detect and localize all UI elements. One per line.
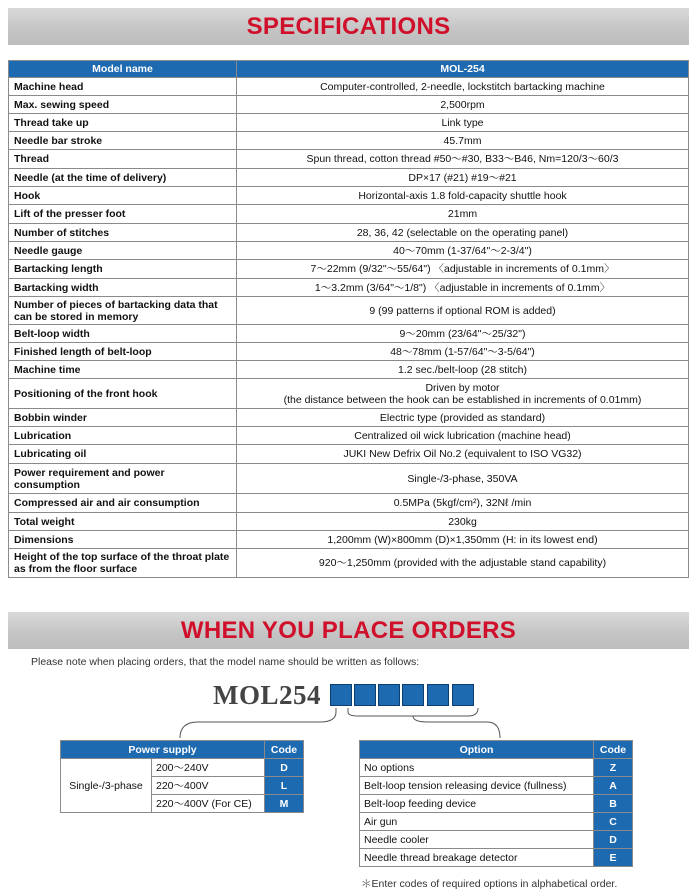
spec-value: 28, 36, 42 (selectable on the operating panel) (237, 224, 689, 242)
option-code: C (594, 813, 633, 831)
spec-value: Link type (237, 114, 689, 132)
spec-value: 2,500rpm (237, 96, 689, 114)
option-row (360, 831, 633, 849)
orders-title: WHEN YOU PLACE ORDERS (180, 617, 517, 644)
option-header: Option (360, 741, 594, 759)
spec-row (9, 150, 689, 169)
spec-label: Hook (9, 187, 237, 205)
spec-row (9, 242, 689, 260)
power-voltage: 220〜400V (For CE) (152, 795, 265, 813)
spec-value: Horizontal-axis 1.8 fold-capacity shuttle hook (237, 187, 689, 205)
spec-label: Max. sewing speed (9, 96, 237, 114)
spec-value: Centralized oil wick lubrication (machine head) (237, 427, 689, 445)
spec-row (9, 205, 689, 224)
option-bracket (348, 708, 478, 716)
order-footnote: ＊Enter codes of required options in alphabetical order. (361, 878, 618, 890)
spec-label: Lubrication (9, 427, 237, 445)
power-code: M (265, 795, 304, 813)
spec-label: Total weight (9, 513, 237, 531)
spec-value: 40〜70mm (1-37/64"〜2-3/4") (237, 242, 689, 260)
model-value-header: MOL-254 (237, 61, 689, 78)
spec-row (9, 132, 689, 150)
spec-row (9, 187, 689, 205)
spec-label: Number of stitches (9, 224, 237, 242)
spec-value: 920〜1,250mm (provided with the adjustable stand capability) (237, 549, 689, 578)
spec-row (9, 325, 689, 343)
spec-label: Positioning of the front hook (9, 379, 237, 409)
spec-row (9, 427, 689, 445)
option-name: Air gun (360, 813, 594, 831)
spec-label: Thread take up (9, 114, 237, 132)
spec-value: 9 (99 patterns if optional ROM is added) (237, 297, 689, 325)
option-row (360, 759, 633, 777)
spec-label: Bartacking width (9, 279, 237, 297)
power-code: L (265, 777, 304, 795)
spec-row (9, 78, 689, 96)
spec-row (9, 224, 689, 242)
spec-value: Electric type (provided as standard) (237, 409, 689, 427)
spec-label: Dimensions (9, 531, 237, 549)
spec-value: 230kg (237, 513, 689, 531)
spec-value: Single-/3-phase, 350VA (237, 464, 689, 494)
spec-row (9, 464, 689, 494)
spec-value: 0.5MPa (5kgf/cm²), 32Nℓ /min (237, 494, 689, 513)
spec-row (9, 549, 689, 578)
spec-label: Power requirement and power consumption (9, 464, 237, 494)
spec-label: Finished length of belt-loop (9, 343, 237, 361)
spec-value: Computer-controlled, 2-needle, lockstitch bartacking machine (237, 78, 689, 96)
option-header-row (360, 741, 633, 759)
option-code: D (594, 831, 633, 849)
power-bracket (180, 708, 336, 738)
option-code: B (594, 795, 633, 813)
spec-row (9, 494, 689, 513)
spec-row (9, 343, 689, 361)
option-code: Z (594, 759, 633, 777)
spec-label: Thread (9, 150, 237, 169)
spec-label: Needle bar stroke (9, 132, 237, 150)
spec-row (9, 169, 689, 187)
spec-label: Machine head (9, 78, 237, 96)
spec-label: Machine time (9, 361, 237, 379)
power-row (61, 759, 304, 777)
option-name: Belt-loop tension releasing device (fullness) (360, 777, 594, 795)
spec-value: 9〜20mm (23/64"〜25/32") (237, 325, 689, 343)
spec-row (9, 513, 689, 531)
spec-row (9, 531, 689, 549)
code-box (330, 684, 352, 706)
option-code-header: Code (594, 741, 633, 759)
spec-label: Number of pieces of bartacking data that can be stored in memory (9, 297, 237, 325)
spec-header-row (9, 61, 689, 78)
spec-row (9, 297, 689, 325)
spec-label: Height of the top surface of the throat plate as from the floor surface (9, 549, 237, 578)
spec-row (9, 361, 689, 379)
spec-row (9, 279, 689, 297)
power-header-row (61, 741, 304, 759)
spec-value: 21mm (237, 205, 689, 224)
spec-value (237, 379, 689, 409)
option-name: Needle thread breakage detector (360, 849, 594, 867)
power-supply-header: Power supply (61, 741, 265, 759)
option-code: E (594, 849, 633, 867)
spec-label: Belt-loop width (9, 325, 237, 343)
code-box (427, 684, 449, 706)
spec-label: Needle (at the time of delivery) (9, 169, 237, 187)
code-box (378, 684, 400, 706)
spec-label: Compressed air and air consumption (9, 494, 237, 513)
option-name: No options (360, 759, 594, 777)
option-table (359, 740, 633, 867)
code-box (452, 684, 474, 706)
spec-label: Bartacking length (9, 260, 237, 279)
spec-value: 1.2 sec./belt-loop (28 stitch) (237, 361, 689, 379)
power-voltage: 200〜240V (152, 759, 265, 777)
power-supply-table (60, 740, 304, 813)
orders-note: Please note when placing orders, that the model name should be written as follows: (31, 656, 420, 668)
model-name-header: Model name (9, 61, 237, 78)
spec-row (9, 96, 689, 114)
option-name: Needle cooler (360, 831, 594, 849)
option-row (360, 777, 633, 795)
model-code: MOL254 (213, 680, 321, 710)
power-voltage: 220〜400V (152, 777, 265, 795)
power-code: D (265, 759, 304, 777)
code-box (402, 684, 424, 706)
spec-label: Bobbin winder (9, 409, 237, 427)
spec-label: Lubricating oil (9, 445, 237, 464)
option-row (360, 849, 633, 867)
specifications-banner (8, 8, 689, 45)
spec-value: 7〜22mm (9/32"〜55/64") 〈adjustable in increments of 0.1mm〉 (237, 260, 689, 279)
specifications-table (8, 60, 689, 578)
spec-value: JUKI New Defrix Oil No.2 (equivalent to ISO VG32) (237, 445, 689, 464)
spec-row (9, 114, 689, 132)
spec-value: 1,200mm (W)×800mm (D)×1,350mm (H: in its lowest end) (237, 531, 689, 549)
code-box (354, 684, 376, 706)
spec-value-line: (the distance between the hook can be established in increments of 0.01mm) (283, 393, 642, 406)
option-row (360, 795, 633, 813)
spec-value: 1〜3.2mm (3/64"〜1/8") 〈adjustable in increments of 0.1mm〉 (237, 279, 689, 297)
power-code-header: Code (265, 741, 304, 759)
spec-row (9, 379, 689, 409)
spec-value: DP×17 (#21) #19〜#21 (237, 169, 689, 187)
spec-value: Spun thread, cotton thread #50〜#30, B33〜B46, Nm=120/3〜60/3 (237, 150, 689, 169)
spec-row (9, 409, 689, 427)
spec-value: 48〜78mm (1-57/64"〜3-5/64") (237, 343, 689, 361)
option-bracket-stem (413, 716, 500, 738)
power-phase: Single-/3-phase (61, 759, 152, 813)
spec-value: 45.7mm (237, 132, 689, 150)
orders-banner (8, 612, 689, 649)
option-name: Belt-loop feeding device (360, 795, 594, 813)
spec-row (9, 445, 689, 464)
spec-label: Needle gauge (9, 242, 237, 260)
spec-label: Lift of the presser foot (9, 205, 237, 224)
option-row (360, 813, 633, 831)
specifications-title: SPECIFICATIONS (246, 13, 451, 40)
spec-row (9, 260, 689, 279)
spec-value-line: Driven by motor (425, 381, 500, 394)
option-code: A (594, 777, 633, 795)
